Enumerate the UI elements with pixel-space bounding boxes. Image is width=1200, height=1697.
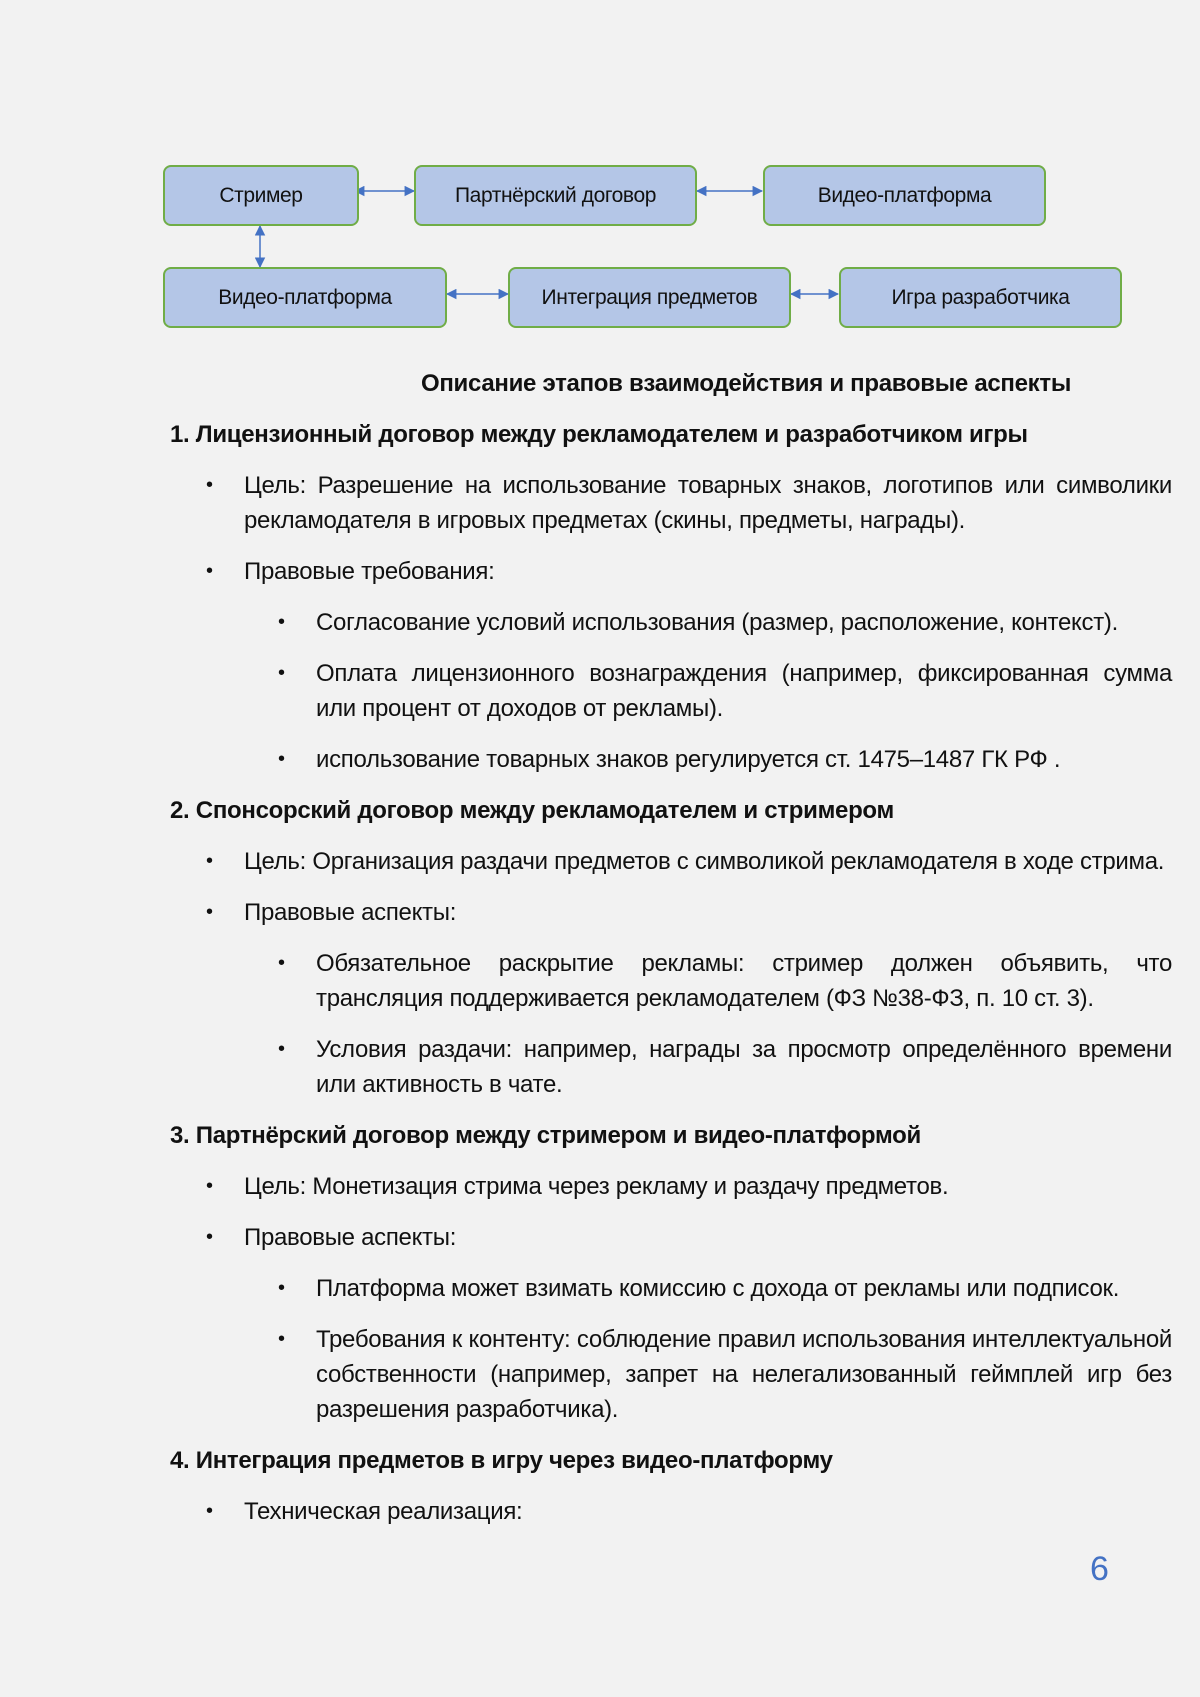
box-video-platform-top-label: Видео-платформа — [817, 183, 992, 207]
box-item-integration-label: Интеграция предметов — [541, 285, 758, 309]
list-item: • Условия раздачи: например, награды за просмотр определённого времени или активность в чате. — [170, 1032, 1172, 1102]
box-item-integration — [508, 267, 791, 328]
list-item: • Платформа может взимать комиссию с дохода от рекламы или подписок. — [170, 1271, 1172, 1306]
box-developer-game-label: Игра разработчика — [891, 285, 1070, 309]
section-1-heading: 1. Лицензионный договор между рекламодателем и разработчиком игры — [170, 421, 1028, 448]
list-item: • Правовые аспекты: — [170, 895, 1172, 930]
list-item: • Согласование условий использования (размер, расположение, контекст). — [170, 605, 1172, 640]
list-item: • Правовые аспекты: — [170, 1220, 1172, 1255]
box-partner-contract — [414, 165, 697, 226]
list-item: • Требования к контенту: соблюдение правил использования интеллектуальной собственности (например, запрет на нелегализованный геймплей игр без разрешения разработчика). — [170, 1322, 1172, 1427]
document-body — [170, 366, 1172, 1545]
section-3-heading: 3. Партнёрский договор между стримером и видео-платформой — [170, 1122, 921, 1149]
page-number: 6 — [1090, 1550, 1109, 1588]
box-streamer — [163, 165, 359, 226]
list-item: • Цель: Разрешение на использование товарных знаков, логотипов или символики рекламодателя в игровых предметах (скины, предметы, награды). — [170, 468, 1172, 538]
list-item: • Обязательное раскрытие рекламы: стример должен объявить, что трансляция поддерживается рекламодателем (ФЗ №38-ФЗ, п. 10 ст. 3). — [170, 946, 1172, 1016]
list-item: • использование товарных знаков регулируется ст. 1475–1487 ГК РФ . — [170, 742, 1172, 777]
box-video-platform-bottom — [163, 267, 447, 328]
list-item: • Техническая реализация: — [170, 1494, 1172, 1529]
box-video-platform-top — [763, 165, 1046, 226]
list-item: • Цель: Монетизация стрима через рекламу и раздачу предметов. — [170, 1169, 1172, 1204]
list-item: • Правовые требования: — [170, 554, 1172, 589]
list-item: • Оплата лицензионного вознаграждения (например, фиксированная сумма или процент от доходов от рекламы). — [170, 656, 1172, 726]
box-video-platform-bottom-label: Видео-платформа — [218, 285, 392, 309]
box-partner-contract-label: Партнёрский договор — [454, 183, 657, 207]
document-title: Описание этапов взаимодействия и правовые аспекты — [420, 370, 1072, 397]
list-item: • Цель: Организация раздачи предметов с символикой рекламодателя в ходе стрима. — [170, 844, 1172, 879]
box-developer-game — [839, 267, 1122, 328]
box-streamer-label: Стример — [219, 183, 303, 207]
section-4-heading: 4. Интеграция предметов в игру через видео-платформу — [170, 1447, 833, 1474]
section-2-heading: 2. Спонсорский договор между рекламодателем и стримером — [170, 797, 894, 824]
